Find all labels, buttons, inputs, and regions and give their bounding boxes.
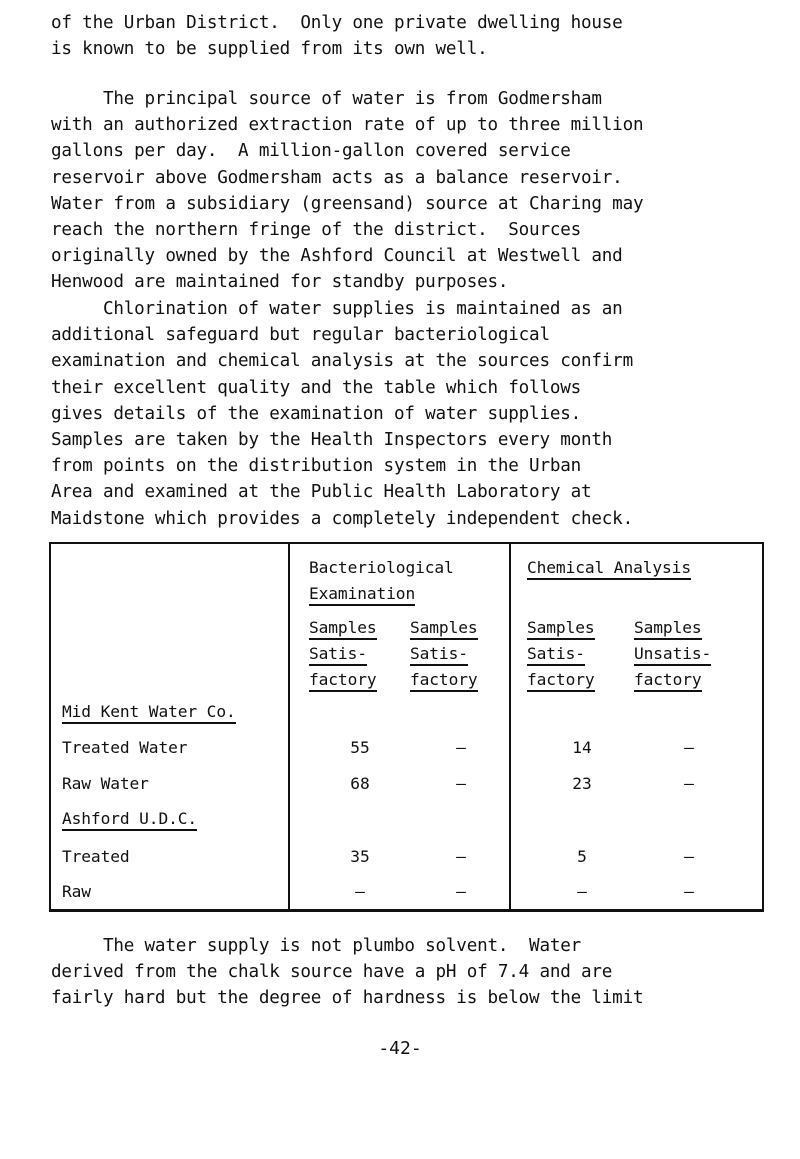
column-header-line (527, 618, 595, 638)
chemical-analysis-header (527, 558, 691, 578)
column-header-text: Samples (634, 618, 702, 640)
water-source-paragraph: The principal source of water is from Godmersham with an authorized extraction rate of up to three million gallons per day. A million-gallon covered service reservoir above Godmersham acts as a balance reservoir. Water from a subsidiary (greensand) source at Charing may reach the northern fringe of the district. Sources originally owned by the Ashford Council at Westwell and Henwood are maintained for standby purposes. (51, 89, 644, 293)
table-cell: 14 (572, 738, 592, 757)
table-cell: – (684, 738, 694, 757)
section-heading (62, 702, 236, 722)
table-cell: – (456, 882, 466, 901)
column-header-text: Samples (410, 618, 478, 640)
column-header-text: Samples (527, 618, 595, 640)
section-heading-text: Ashford U.D.C. (62, 809, 197, 831)
column-header-text: Samples (309, 618, 377, 640)
table-cell: – (577, 882, 587, 901)
table-cell: 23 (572, 774, 592, 793)
bacteriological-header-line2 (309, 584, 415, 604)
page-number: -42- (378, 1038, 422, 1059)
column-header-line (309, 644, 367, 664)
section-heading (62, 809, 197, 829)
table-cell: 55 (350, 738, 370, 757)
column-header-line (309, 670, 377, 690)
intro-paragraph: of the Urban District. Only one private dwelling house is known to be supplied from its own well. (51, 13, 623, 60)
column-header-text: Satis- (527, 644, 585, 666)
column-header-text: factory (309, 670, 377, 692)
bacteriological-header-line2-text: Examination (309, 584, 415, 606)
table-cell: 5 (577, 847, 587, 866)
column-header-line (634, 644, 711, 664)
column-header-text: factory (527, 670, 595, 692)
chlorination-paragraph: Chlorination of water supplies is maintained as an additional safeguard but regular bacteriological examination and chemical analysis at the sources confirm their excellent quality and the table which follows gives details of the examination of water supplies. Samples are taken by the Health Inspectors every month from points on the distribution system in the Urban Area and examined at the Public Health Laboratory at Maidstone which provides a completely independent check. (51, 299, 633, 529)
column-header-line (634, 670, 702, 690)
column-header-line (527, 644, 585, 664)
column-divider (509, 544, 511, 909)
table-cell: – (355, 882, 365, 901)
row-label: Treated (62, 847, 130, 866)
table-cell: – (684, 882, 694, 901)
section-heading-text: Mid Kent Water Co. (62, 702, 236, 724)
column-header-text: Satis- (309, 644, 367, 666)
water-examination-table (49, 542, 764, 912)
column-header-line (527, 670, 595, 690)
column-header-text: factory (410, 670, 478, 692)
plumbo-solvency-paragraph: The water supply is not plumbo solvent. Water derived from the chalk source have a pH of 7.4 and are fairly hard but the degree of hardness is below the limit (51, 936, 644, 1009)
table-cell: – (456, 774, 466, 793)
column-header-text: factory (634, 670, 702, 692)
table-cell: 35 (350, 847, 370, 866)
row-label: Treated Water (62, 738, 188, 757)
table-cell: – (456, 847, 466, 866)
column-header-text: Unsatis- (634, 644, 711, 666)
column-header-line (410, 618, 478, 638)
table-cell: – (456, 738, 466, 757)
column-header-text: Satis- (410, 644, 468, 666)
bacteriological-header-line1: Bacteriological (309, 558, 454, 577)
column-header-line (410, 670, 478, 690)
column-header-line (634, 618, 702, 638)
row-label: Raw (62, 882, 91, 901)
chemical-analysis-header-text: Chemical Analysis (527, 558, 691, 580)
column-header-line (410, 644, 468, 664)
row-label: Raw Water (62, 774, 149, 793)
table-cell: 68 (350, 774, 370, 793)
table-cell: – (684, 774, 694, 793)
column-header-line (309, 618, 377, 638)
table-cell: – (684, 847, 694, 866)
column-divider (288, 544, 290, 909)
